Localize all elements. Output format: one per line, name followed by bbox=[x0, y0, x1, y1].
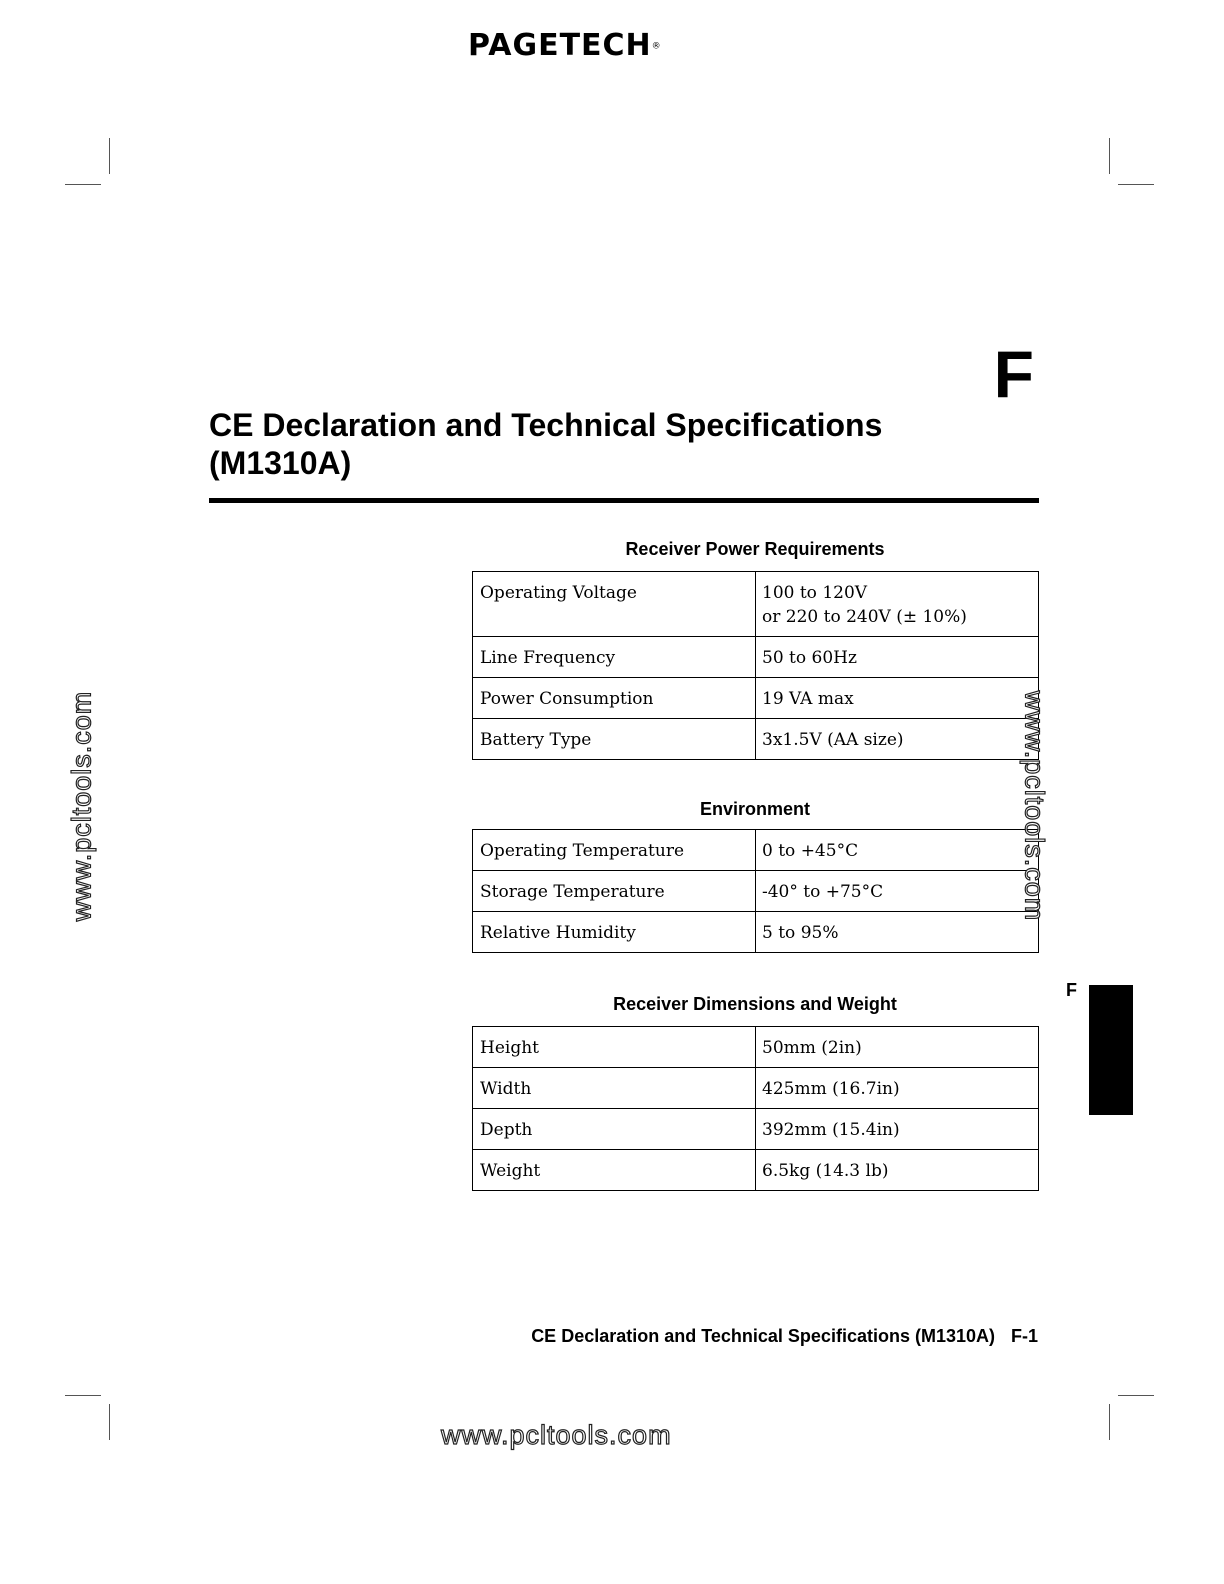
row-value-line2: or 220 to 240V (± 10%) bbox=[762, 607, 967, 627]
row-value: 50mm (2in) bbox=[756, 1027, 1039, 1068]
registered-mark: ® bbox=[651, 41, 661, 52]
crop-mark-top-right-vertical bbox=[1109, 138, 1110, 174]
crop-mark-top-left-horizontal bbox=[65, 184, 101, 185]
pagetech-logo bbox=[468, 24, 668, 68]
table-row bbox=[473, 719, 1039, 760]
row-value: 0 to +45°C bbox=[756, 830, 1039, 871]
row-label: Power Consumption bbox=[473, 678, 756, 719]
row-label: Operating Voltage bbox=[473, 572, 756, 637]
chapter-title bbox=[209, 406, 989, 482]
row-value: 50 to 60Hz bbox=[756, 637, 1039, 678]
crop-mark-top-left-vertical bbox=[109, 138, 110, 174]
table-row bbox=[473, 830, 1039, 871]
table-row bbox=[473, 637, 1039, 678]
table-row bbox=[473, 912, 1039, 953]
table-row bbox=[473, 871, 1039, 912]
row-value: -40° to +75°C bbox=[756, 871, 1039, 912]
row-label: Relative Humidity bbox=[473, 912, 756, 953]
row-value-line1: 100 to 120V bbox=[762, 583, 868, 603]
chapter-title-line2: (M1310A) bbox=[209, 445, 352, 481]
table-row bbox=[473, 1109, 1039, 1150]
crop-mark-top-right-horizontal bbox=[1118, 184, 1154, 185]
row-label: Weight bbox=[473, 1150, 756, 1191]
row-label: Width bbox=[473, 1068, 756, 1109]
section-heading-power: Receiver Power Requirements bbox=[625, 539, 885, 559]
side-thumb-tab bbox=[1089, 985, 1133, 1115]
row-label: Operating Temperature bbox=[473, 830, 756, 871]
row-label: Line Frequency bbox=[473, 637, 756, 678]
row-value: 6.5kg (14.3 lb) bbox=[756, 1150, 1039, 1191]
row-value: 425mm (16.7in) bbox=[756, 1068, 1039, 1109]
power-requirements-table bbox=[472, 571, 1039, 760]
row-label: Height bbox=[473, 1027, 756, 1068]
row-value: 5 to 95% bbox=[756, 912, 1039, 953]
row-label: Depth bbox=[473, 1109, 756, 1150]
crop-mark-bottom-left-horizontal bbox=[65, 1395, 101, 1396]
watermark-bottom: www.pcltools.com bbox=[441, 1420, 672, 1450]
side-tab-letter: F bbox=[1066, 980, 1077, 1000]
chapter-title-line1: CE Declaration and Technical Specifications bbox=[209, 407, 883, 443]
footer-running-title: CE Declaration and Technical Specifications (M1310A) bbox=[531, 1326, 995, 1346]
row-value bbox=[756, 572, 1039, 637]
row-label: Storage Temperature bbox=[473, 871, 756, 912]
watermark-right: www.pcltools.com bbox=[1019, 690, 1050, 922]
page-footer bbox=[531, 1325, 1038, 1347]
row-value: 19 VA max bbox=[756, 678, 1039, 719]
table-row bbox=[473, 572, 1039, 637]
table-row bbox=[473, 1150, 1039, 1191]
row-value: 392mm (15.4in) bbox=[756, 1109, 1039, 1150]
row-value: 3x1.5V (AA size) bbox=[756, 719, 1039, 760]
dimensions-table bbox=[472, 1026, 1039, 1191]
title-rule bbox=[209, 498, 1039, 503]
crop-mark-bottom-right-horizontal bbox=[1118, 1395, 1154, 1396]
section-heading-environment: Environment bbox=[699, 799, 810, 819]
table-row bbox=[473, 1027, 1039, 1068]
section-heading-dimensions: Receiver Dimensions and Weight bbox=[613, 994, 897, 1014]
crop-mark-bottom-right-vertical bbox=[1109, 1404, 1110, 1440]
logo-text: PAGETECH bbox=[468, 28, 652, 63]
watermark-left: www.pcltools.com bbox=[66, 690, 97, 922]
table-row bbox=[473, 1068, 1039, 1109]
environment-table bbox=[472, 829, 1039, 953]
crop-mark-bottom-left-vertical bbox=[109, 1404, 110, 1440]
chapter-letter: F bbox=[993, 337, 1034, 411]
page-number: F-1 bbox=[1011, 1326, 1038, 1346]
row-label: Battery Type bbox=[473, 719, 756, 760]
table-row bbox=[473, 678, 1039, 719]
